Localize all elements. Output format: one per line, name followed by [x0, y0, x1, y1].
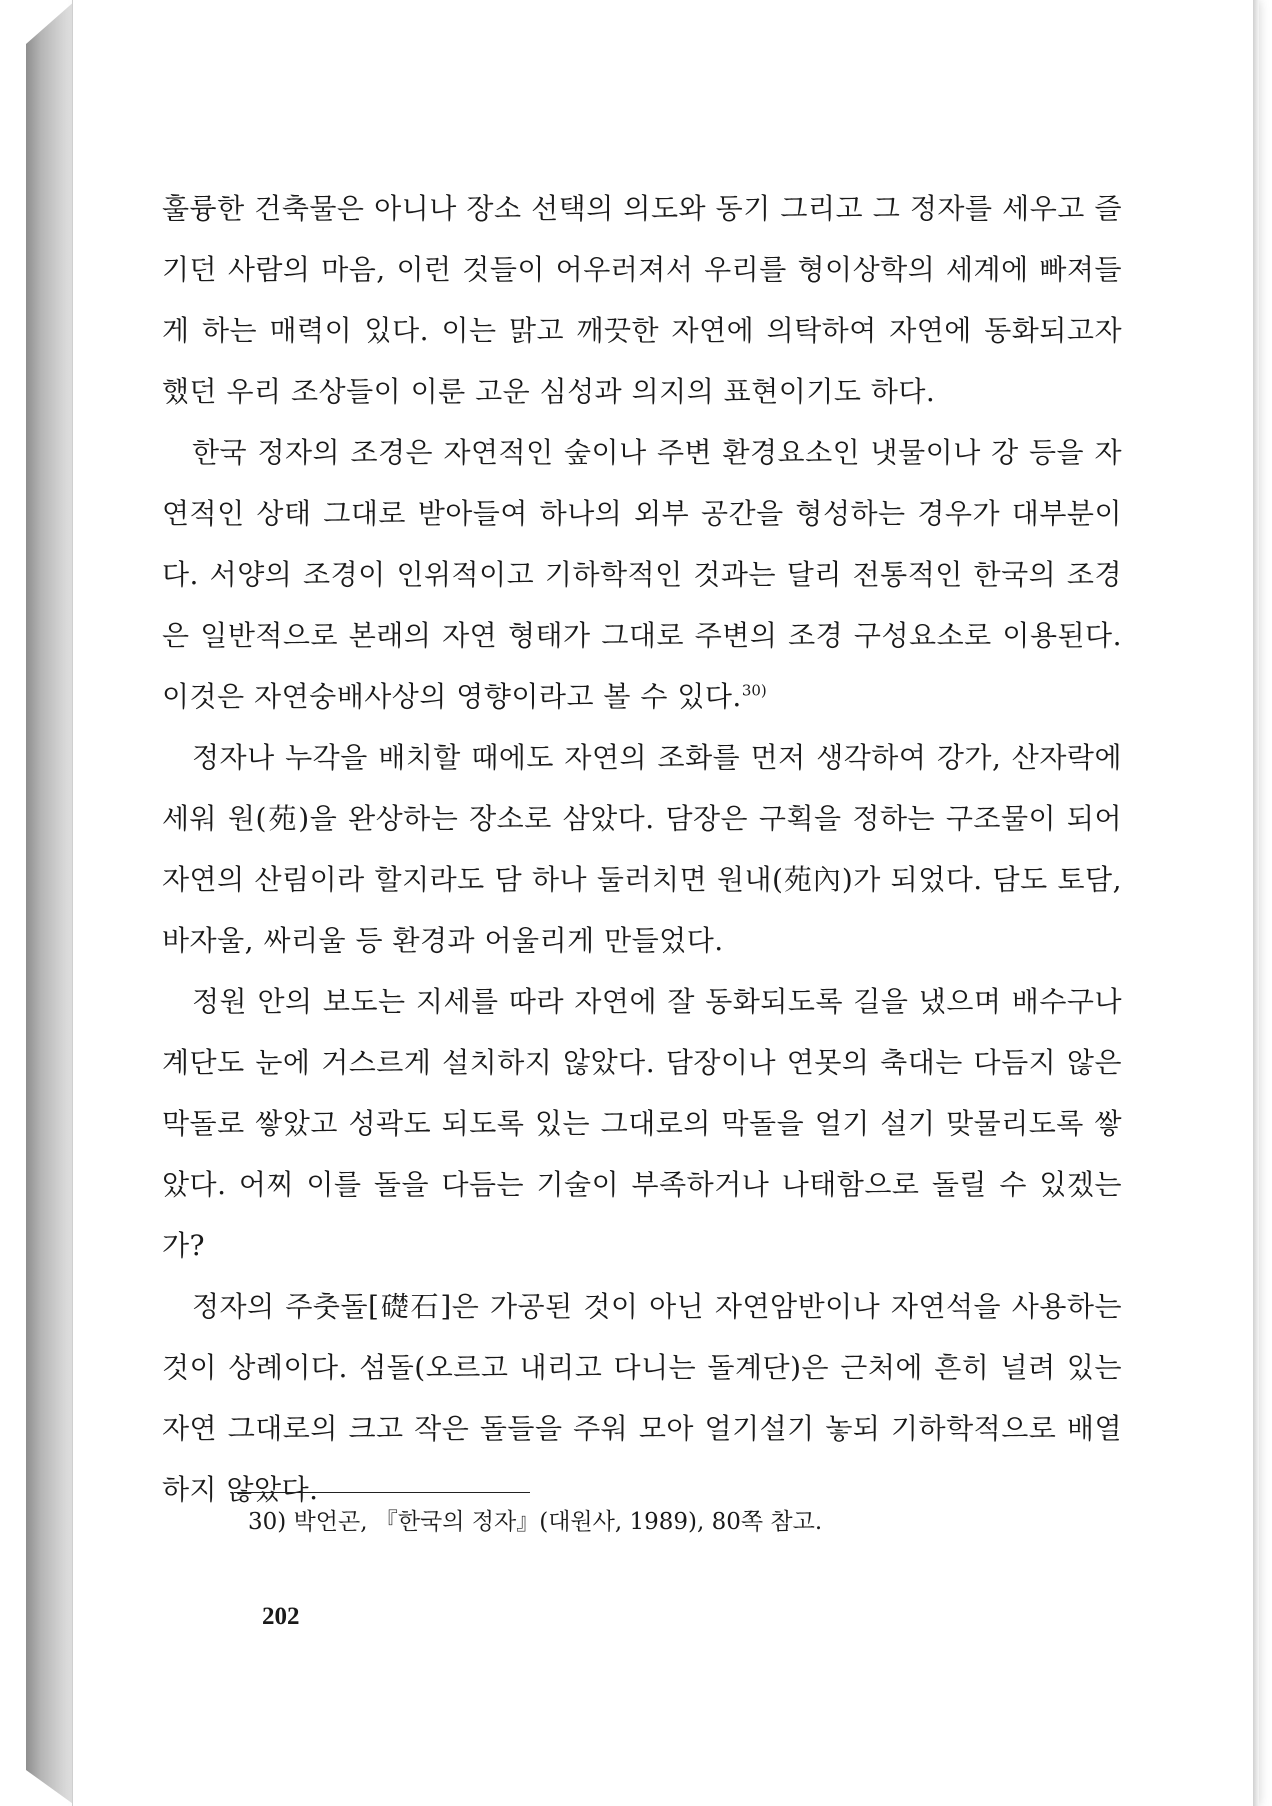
- footnote: 30) 박언곤, 『한국의 정자』(대원사, 1989), 80쪽 참고.: [248, 1509, 823, 1535]
- body-text: [162, 178, 1122, 1520]
- footnote-divider: [234, 1492, 530, 1493]
- paragraph-4: 정원 안의 보도는 지세를 따라 자연에 잘 동화되도록 길을 냈으며 배수구나 계단도 눈에 거스르게 설치하지 않았다. 담장이나 연못의 축대는 다듬지 않은 막돌로 쌓았고 성곽도 되도록 있는 그대로의 막돌을 얼기 설기 맞물리도록 쌓았다. 어찌 이를 돌을 다듬는 기술이 부족하거나 나태함으로 돌릴 수 있겠는가?: [162, 985, 1122, 1262]
- paragraph-2: 한국 정자의 조경은 자연적인 숲이나 주변 환경요소인 냇물이나 강 등을 자연적인 상태 그대로 받아들여 하나의 외부 공간을 형성하는 경우가 대부분이다. 서양의 조경이 인위적이고 기하학적인 것과는 달리 전통적인 한국의 조경은 일반적으로 본래의 자연 형태가 그대로 주변의 조경 구성요소로 이용된다. 이것은 자연숭배사상의 영향이라고 볼 수 있다.$^{30)}$: [162, 436, 1122, 713]
- page-number: 202: [262, 1603, 300, 1630]
- page-stack-edge: [26, 0, 76, 1806]
- paragraph-3: 정자나 누각을 배치할 때에도 자연의 조화를 먼저 생각하여 강가, 산자락에 세워 원(苑)을 완상하는 장소로 삼았다. 담장은 구획을 정하는 구조물이 되어 자연의 산림이라 할지라도 담 하나 둘러치면 원내(苑內)가 되었다. 담도 토담, 바자울, 싸리울 등 환경과 어울리게 만들었다.: [162, 741, 1122, 957]
- footnote-reference: 30): [741, 681, 767, 700]
- paragraph-5: 정자의 주춧돌[礎石]은 가공된 것이 아닌 자연암반이나 자연석을 사용하는 것이 상례이다. 섬돌(오르고 내리고 다니는 돌계단)은 근처에 흔히 널려 있는 자연 그대로의 크고 작은 돌들을 주워 모아 얼기설기 놓되 기하학적으로 배열하지 않았다.: [162, 1290, 1122, 1506]
- paragraph-1: 훌륭한 건축물은 아니나 장소 선택의 의도와 동기 그리고 그 정자를 세우고 즐기던 사람의 마음, 이런 것들이 어우러져서 우리를 형이상학의 세계에 빠져들게 하는 매력이 있다. 이는 맑고 깨끗한 자연에 의탁하여 자연에 동화되고자 했던 우리 조상들이 이룬 고운 심성과 의지의 표현이기도 하다.: [162, 192, 1122, 408]
